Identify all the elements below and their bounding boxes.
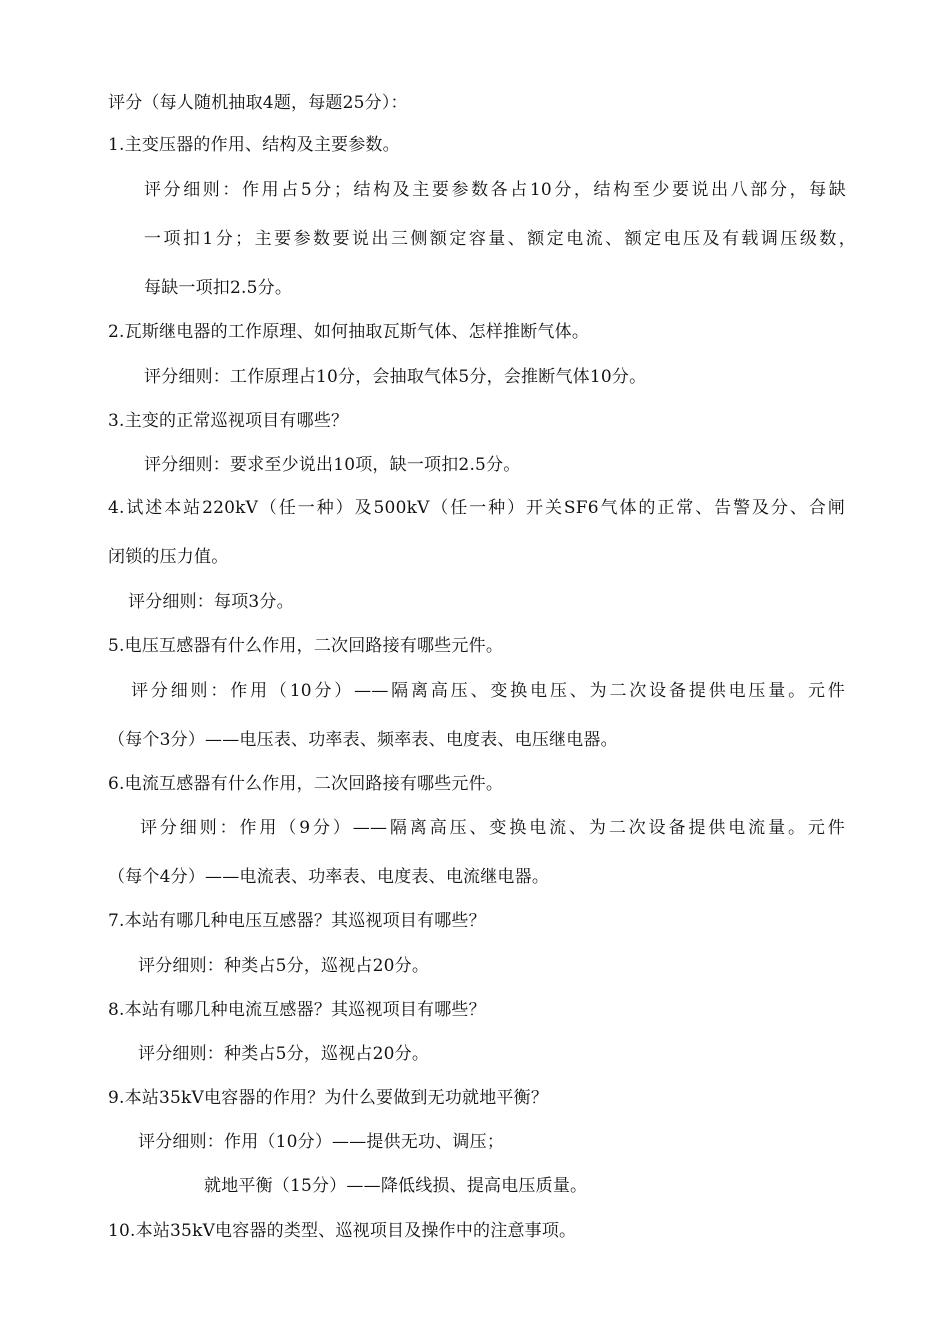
question-4-rule-line-1: 评分细则：每项3分。: [128, 592, 294, 612]
question-2-title: 2.瓦斯继电器的工作原理、如何抽取瓦斯气体、怎样推断气体。: [108, 322, 590, 342]
question-1-rule-line-1: 评分细则：作用占5分；结构及主要参数各占10分，结构至少要说出八部分，每缺: [144, 180, 846, 200]
question-8-rule-line-1: 评分细则：种类占5分，巡视占20分。: [138, 1044, 430, 1064]
question-1-rule-line-2: 一项扣1分；主要参数要说出三侧额定容量、额定电流、额定电压及有载调压级数，: [144, 229, 856, 249]
question-4-title-line-1: 4.试述本站220kV（任一种）及500kV（任一种）开关SF6气体的正常、告警及分、合闸: [108, 498, 845, 518]
question-9-rule-line-2: 就地平衡（15分）——降低线损、提高电压质量。: [204, 1176, 588, 1196]
question-6-rule-line-2: （每个4分）——电流表、功率表、电度表、电流继电器。: [108, 867, 550, 887]
question-6-title: 6.电流互感器有什么作用，二次回路接有哪些元件。: [108, 774, 504, 794]
question-3-rule-line-1: 评分细则：要求至少说出10项，缺一项扣2.5分。: [144, 455, 521, 475]
question-5-title: 5.电压互感器有什么作用，二次回路接有哪些元件。: [108, 636, 504, 656]
question-5-rule-line-1: 评分细则：作用（10分）——隔离高压、变换电压、为二次设备提供电压量。元件: [131, 681, 845, 701]
question-7-rule-line-1: 评分细则：种类占5分，巡视占20分。: [138, 956, 430, 976]
question-4-title-line-2: 闭锁的压力值。: [108, 547, 229, 567]
question-5-rule-line-2: （每个3分）——电压表、功率表、频率表、电度表、电压继电器。: [108, 730, 618, 750]
question-8-title: 8.本站有哪几种电流互感器？其巡视项目有哪些？: [108, 1000, 486, 1020]
question-1-rule-line-3: 每缺一项扣2.5分。: [144, 278, 293, 298]
intro-text: 评分（每人随机抽取4题，每题25分）：: [108, 93, 408, 113]
question-3-title: 3.主变的正常巡视项目有哪些？: [108, 411, 349, 431]
question-9-rule-line-1: 评分细则：作用（10分）——提供无功、调压；: [138, 1132, 505, 1152]
question-10-title: 10.本站35kV电容器的类型、巡视项目及操作中的注意事项。: [108, 1221, 577, 1241]
question-6-rule-line-1: 评分细则：作用（9分）——隔离高压、变换电流、为二次设备提供电流量。元件: [140, 818, 845, 838]
question-9-title: 9.本站35kV电容器的作用？为什么要做到无功就地平衡？: [108, 1088, 549, 1108]
question-2-rule-line-1: 评分细则：工作原理占10分，会抽取气体5分，会推断气体10分。: [144, 367, 647, 387]
question-1-title: 1.主变压器的作用、结构及主要参数。: [108, 135, 400, 155]
question-7-title: 7.本站有哪几种电压互感器？其巡视项目有哪些？: [108, 911, 486, 931]
